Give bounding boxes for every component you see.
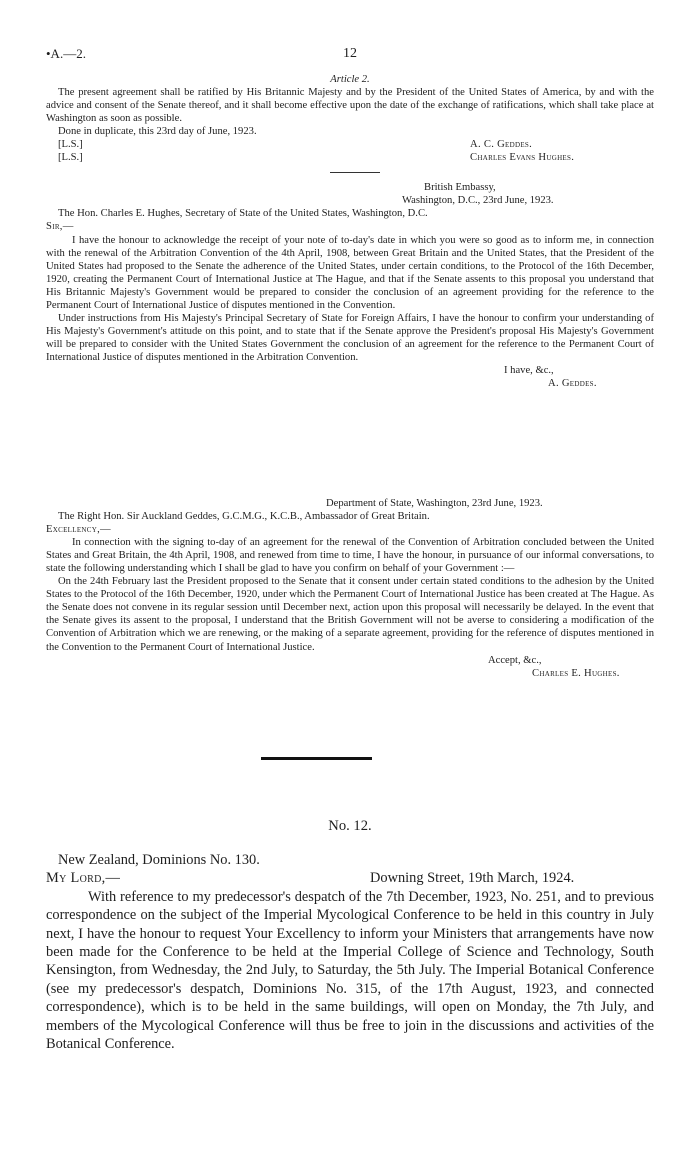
letter2-closing: Accept, &c.,: [488, 654, 542, 666]
letter1-signature: A. Geddes.: [548, 378, 597, 390]
letter2-section: [46, 497, 654, 680]
letter2-signature: Charles E. Hughes.: [532, 667, 620, 679]
letter1-salutation: Sir,—: [46, 221, 74, 233]
letter2-paragraph-1: In connection with the signing to-day of an agreement for the renewal of the Convention of Arbitration concluded between the United States and Great Britain, the 4th April, 1908, and renewed from time to time, I have the honour, in pursuance of our informal conversations, to state the following understanding which I shall be glad to have you confirm on behalf of your Government :—: [46, 537, 654, 575]
article-heading: Article 2.: [330, 74, 370, 85]
seal-2: [L.S.]: [58, 152, 83, 164]
letter1-paragraph-1: I have the honour to acknowledge the receipt of your note of to-day's date in which you were so good as to inform me, in connection with the renewal of the Arbitration Convention of the 4th April, 1908, between Great Britain and the United States, that the President of the United States had proposed to the Senate the adherence of the United States, under certain conditions, to the Protocol of the 16th December, 1920, creating the Permanent Court of International Justice at The Hague, and that if the Senate assents to this proposal you understand that His Britannic Majesty's Government would be prepared to consider the conclusion of an agreement providing for the reference to the Permanent Court of International Justice of disputes mentioned in the Convention.: [46, 234, 654, 311]
page-number: 12: [343, 46, 357, 61]
section-divider-bar: [261, 757, 372, 760]
letter2-paragraph-2: On the 24th February last the President proposed to the Senate that it consent under certain stated conditions to the adhesion by the United States to the Protocol of the 16th December, 1920, under which the Permanent Court of International Justice has been created at The Hague. As the Senate does not convene in its regular session until December next, action upon this proposal will necessarily be delayed. In the event that the Senate gives its assent to the proposal, I understand that the British Government will not be averse to considering a modification of the Convention of Arbitration which we are renewing, or the making of a separate agreement, providing for the reference of disputes mentioned in the Convention to the Permanent Court of International Justice.: [46, 576, 654, 653]
no12-section: [46, 851, 654, 1053]
no12-place-date: Downing Street, 19th March, 1924.: [370, 870, 575, 887]
article-text: The present agreement shall be ratified by His Britannic Majesty and by the President of the United States of America, by and with the advice and consent of the Senate thereof, and it shall become effective upon the date of the exchange of ratifications, which shall take place at Washington as soon as possible.: [46, 87, 654, 125]
no12-paragraph-1: With reference to my predecessor's despatch of the 7th December, 1923, No. 251, and to previous correspondence on the subject of the Imperial Mycological Conference to be held in this country in July next, I have the honour to request Your Excellency to inform your Ministers that arrangements have now been made for the Conference to be held at the Imperial College of Science and Technology, South Kensington, from Wednesday, the 2nd July, to Saturday, the 5th July. The Imperial Botanical Conference (see my predecessor's despatch, Dominions No. 315, of the 17th August, 1923, and connected correspondence), which is to be held in the same buildings, will open on Monday, the 7th July, and members of the Mycological Conference will thus be free to join in the discussions and activities of the Botanical Conference.: [46, 888, 654, 1053]
signature-row-1: [46, 138, 654, 151]
letter1-addressee: The Hon. Charles E. Hughes, Secretary of State of the United States, Washington, D.C.: [58, 208, 428, 220]
signature-hughes: Charles Evans Hughes.: [470, 152, 575, 164]
letter1-closing: I have, &c.,: [504, 364, 554, 376]
signature-row-2: [46, 151, 654, 164]
letter1-paragraph-2: Under instructions from His Majesty's Principal Secretary of State for Foreign Affairs, I have the honour to confirm your understanding of His Majesty's Government's attitude on this point, and to state that if the Senate approve the President's proposal His Majesty's Government will be prepared to consider with the United States Government the conclusion of an agreement for the reference to the Permanent Court of International Justice of disputes mentioned in the Arbitration Convention.: [46, 312, 654, 363]
seal-1: [L.S.]: [58, 139, 83, 151]
letter1-place: British Embassy,: [424, 182, 496, 194]
article-2-section: [46, 73, 654, 390]
letter1-date: Washington, D.C., 23rd June, 1923.: [402, 195, 554, 207]
letter2-place-date: Department of State, Washington, 23rd June, 1923.: [326, 498, 543, 509]
signature-geddes: A. C. Geddes.: [470, 139, 533, 151]
no12-salutation: My Lord,—: [46, 870, 121, 887]
no12-origin: New Zealand, Dominions No. 130.: [58, 852, 260, 868]
no12-heading: No. 12.: [328, 818, 372, 834]
letter2-salutation: Excellency,—: [46, 524, 111, 536]
no12-salutation-row: [46, 869, 654, 887]
separator-rule: [330, 172, 380, 173]
document-reference: •A.—2.: [46, 46, 86, 61]
letter2-addressee: The Right Hon. Sir Auckland Geddes, G.C.M.G., K.C.B., Ambassador of Great Britain.: [58, 511, 430, 523]
done-in-duplicate: Done in duplicate, this 23rd day of June, 1923.: [58, 126, 257, 138]
